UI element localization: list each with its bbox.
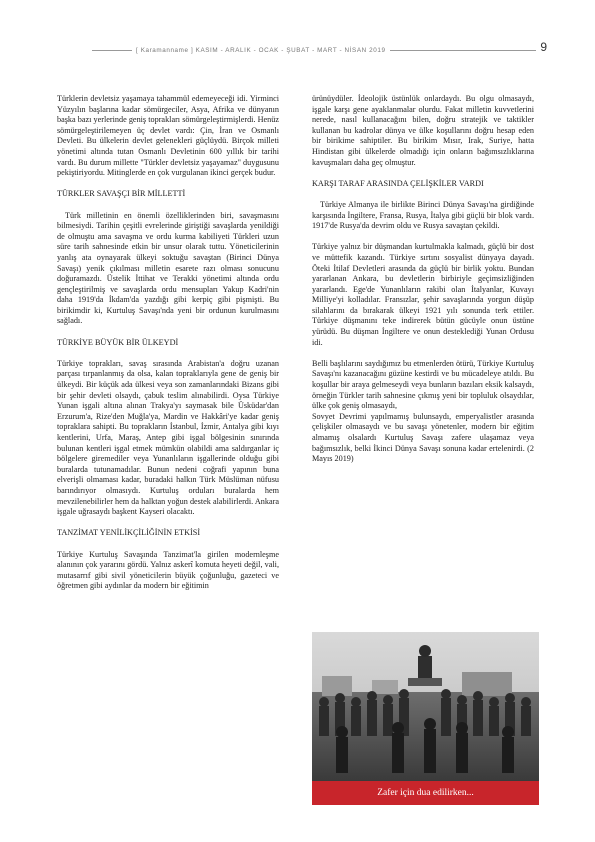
page-number: 9 [536,40,547,54]
crowd-photo-image [312,632,539,781]
section-heading: KARŞI TARAF ARASINDA ÇELİŞKİLER VARDI [312,178,484,188]
header-text: [ Karamanname ] KASIM - ARALIK - OCAK - ŞUBAT - MART - NİSAN 2019 [132,44,390,57]
right-column [312,94,534,475]
paragraph: Sovyet Devrimi yapılmamış bulunsaydı, emperyalistler arasında çelişkiler olmasaydı ve bu savaşı yönetenler, modern bir eğitim almamış olsalardı Kurtuluş Savaşı zafere ulaşamaz veya bağımsızlık, belki İkinci Dünya Savaşı sonuna kadar ertelenirdi. (2 Mayıs 2019) [312,411,534,464]
photo-caption: Zafer için dua edilirken... [312,781,539,805]
paragraph: Türkiye Kurtuluş Savaşında Tanzimat'la girilen modernleşme alanının çok yararını gördü. Yalnız askerî komuta heyeti değil, vali, mutasarrıf gibi sivil yöneticilerin büyük çoğunluğu, gazeteci ve öğretmen gibi aydınlar da modern bir eğitimin [57,549,279,591]
paragraph: Türklerin devletsiz yaşamaya tahammül edemeyeceği idi. Yirminci Yüzyılın başlarına kadar sömürgeciler, Asya, Afrika ve dünyanın başka bazı yerlerinde geniş toprakları sömürgeleştirmişlerdi. Henüz sömürgeleştirilemeyen üç devlet vardı: Çin, İran ve Osmanlı Devleti. Bu ülkelerin devlet gelenekleri güçlüydü. Birçok milleti yönetimi altında tutan Osmanlı Devletinin 600 yıllık bir tarihi vardı. Bu durum millette "Türkler devletsiz yaşayamaz" duygusunu pekiştiriyordu. Mitinglerde en çok vurgulanan ikinci gerçek budur. [57,94,279,178]
paragraph: Türkiye yalnız bir düşmandan kurtulmakla kalmadı, güçlü bir dost ve müttefik kazandı. Türkiye sırtını sosyalist dünyaya dayadı. Öteki İtilaf Devletleri arasında da güçlü bir birlik yoktu. Bundan yararlanan Ankara, bu devletlerin birbiriyle geçimsizliğinden yararlandı. Ege'de Yunanlıların rakibi olan İtalyanlar, Kuvayı Milliye'yi kolladılar. Fransızlar, şehir savaşlarında yorgun düşüp silahlarını da bırakarak ülkeyi 1921 yılı sonunda terk ettiler. Türkiye düşmanını teke indirerek bütün gücüyle onun üstüne yürüdü. Bu düşman İngiltere ve onun desteklediği Yunan Ordusu idi. [312,242,534,347]
section-heading: TÜRKLER SAVAŞÇI BİR MİLLETTİ [57,189,186,199]
paragraph: Türkiye toprakları, savaş sırasında Arabistan'a doğru uzanan parçası tırpanlanmış da olsa, kalan topraklarıyla gene de geniş bir ülkeydi. Bir küçük ada ülkesi veya son zamanlarındaki Bizans gibi bir şehir devleti olsaydı, çabuk teslim alınabilirdi. Oysa Türkiye Yunan işgali altına alınan Trakya'yı saymasak bile Üsküdar'dan Erzurum'a, Rize'den Muğla'ya, Mardin ve Hakkâri'ye kadar geniş topraklara sahipti. Bu toprakların İstanbul, İzmir, Antalya gibi kıyı kentlerini, Urfa, Maraş, Antep gibi işgal bölgesinin sınırında bulunan kentleri işgal etmek mümkün olabildi ama saldırganlar iç bölgelere giremediler veya Yunanlıların işgallerinde olduğu gibi buralarda tutunamadılar. Bunun nedeni coğrafi yapının buna elverişli olmaması kadar, buradaki halkın Türk Müslüman nüfusu barındırıyor olmasıydı. Kurtuluş orduları buralarda hem mevzilenebilirler hem da halktan yoğun destek alabilirlerdi. Ankara işgale uğrasaydı başkent Kayseri olacaktı. [57,358,279,517]
section-heading: TANZİMAT YENİLİKÇİLİĞİNİN ETKİSİ [57,528,201,538]
left-column [57,94,279,592]
paragraph: ürünüydüler. İdeolojik üstünlük onlardaydı. Bu olgu olmasaydı, işgale karşı gene ayaklanmalar olurdu. Fakat milletin kuvvetlerini nerede, nasıl kullanacağını bilen, doğru stratejik ve taktikler kullanan bu kadrolar dünya ve ülke koşullarını doğru hesap eden bir birikime sahiptiler. Bu birikim Mısır, Irak, Suriye, hatta Hindistan gibi ülkelerde olmadığı için onların bağımsızlıklarına kavuşmaları daha geç olmuştur. [312,94,534,167]
section-heading: TÜRKİYE BÜYÜK BİR ÜLKEYDİ [57,337,179,347]
running-header [92,44,537,58]
paragraph: Türk milletinin en önemli özelliklerinden biri, savaşmasını bilmesiydi. Tarihin çeşitli evrelerinde giriştiği savaşlarda yenildiği de olmuştu ama savaşma ve ordu kurma kabiliyeti Türkleri uzun süre tarih sahnesinde etkin bir unsur olarak tuttu. Yöneticilerinin yanlış ata oynayarak ülkeyi soktuğu savaştan (Birinci Dünya Savaşı) yenik çıkılması milletin esarete razı olması sonucunu doğuramazdı. Üstelik İttihat ve Terakki yönetimi altında ordu gençleştirilmiş ve savaşlarda ordu mensupları Yakup Kadri'nin daha 1919'da İkdam'da yazdığı gibi kerpiç gibi pişmişti. Bu birikimdir ki, Kurtuluş Savaşı'nda yeni bir ordunun kurulmasını sağladı. [57,210,279,326]
historical-photo [312,632,539,805]
paragraph: Türkiye Almanya ile birlikte Birinci Dünya Savaşı'na girdiğinde karşısında İngiltere, Fransa, Rusya, İtalya gibi güçlü bir blok vardı. 1917'de Rusya'da devrim oldu ve Rusya savaştan çekildi. [312,199,534,231]
paragraph: Belli başlılarını saydığımız bu etmenlerden ötürü, Türkiye Kurtuluş Savaşı'nı kazanacağını güzüne kestirdi ve bu mücadeleye atıldı. Bu koşullar bir araya gelmeseydi veya bunların bazıları eksik kalsaydı, örneğin Türkler tarih sahnesine çıkmış yeni bir topluluk olsaydılar, ülke çok geniş olmasaydı, [312,358,534,411]
